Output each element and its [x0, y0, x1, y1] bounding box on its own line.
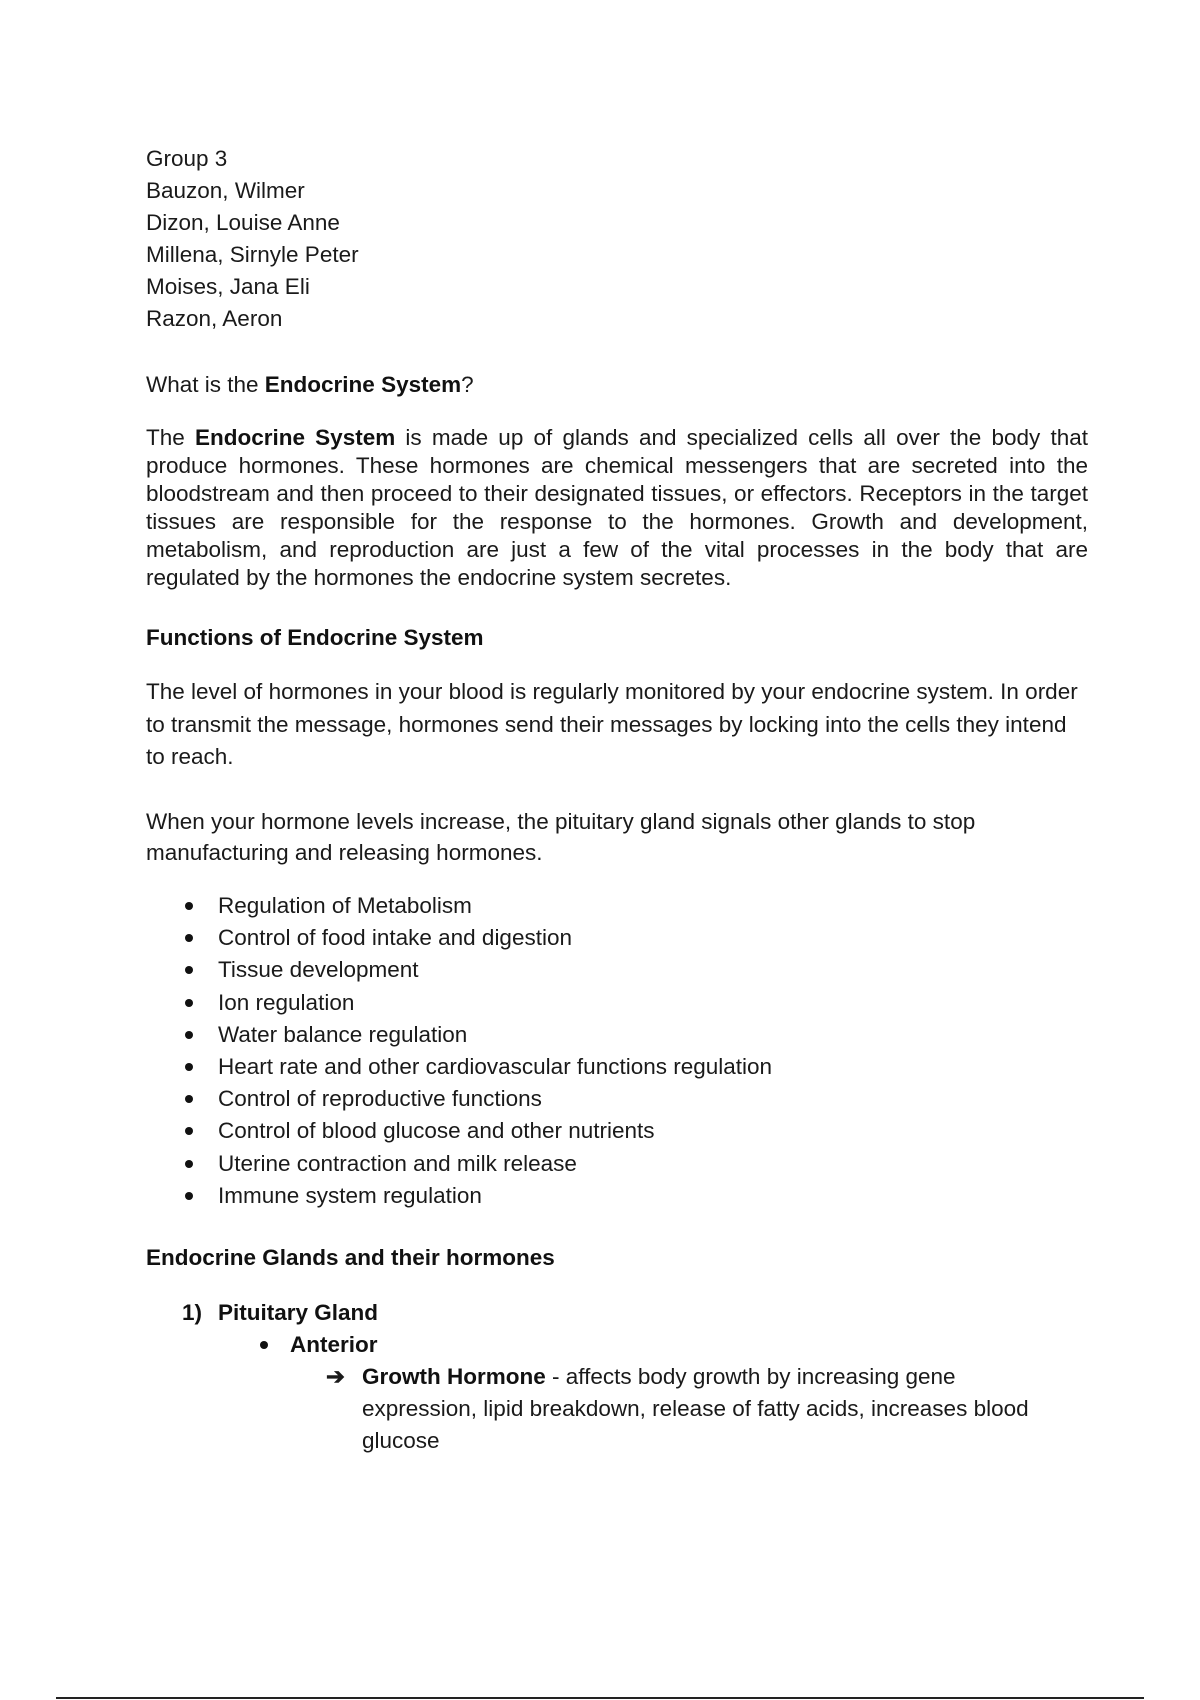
member-name: Dizon, Louise Anne: [146, 210, 340, 235]
intro-prefix: The: [146, 424, 195, 450]
pituitary-gland-label: Pituitary Gland: [218, 1299, 379, 1325]
list-item-text: Control of reproductive functions: [218, 1086, 542, 1112]
list-item: [182, 1180, 1088, 1212]
arrow-icon: ➔: [326, 1363, 345, 1389]
list-item: [182, 987, 1088, 1019]
bullet-icon: [185, 1160, 193, 1168]
question-prefix: What is the: [146, 372, 265, 397]
list-item: [182, 1115, 1088, 1147]
list-item-text: Control of blood glucose and other nutrients: [218, 1118, 655, 1144]
bullet-icon: [185, 934, 193, 942]
list-item: [182, 1083, 1088, 1115]
functions-list: [146, 890, 1088, 1212]
list-item-text: Heart rate and other cardiovascular functions regulation: [218, 1054, 773, 1080]
list-item: [182, 1019, 1088, 1051]
list-item-text: Uterine contraction and milk release: [218, 1150, 577, 1176]
functions-heading: Functions of Endocrine System: [146, 624, 484, 650]
intro-text: is made up of glands and specialized cells all over the body that produce hormones. These hormones are chemical messengers that are secreted into the bloodstream and then proceed to their designated tissues, or effectors. Receptors in the target tissues are responsible for the response to the hormones. Growth and development, metabolism, and reproduction are just a few of the vital processes in the body that are regulated by the hormones the endocrine system secretes.: [146, 424, 1088, 590]
anterior-item: [146, 1329, 1088, 1361]
list-item: [182, 954, 1088, 986]
growth-hormone-item: [146, 1361, 1062, 1457]
group-label: Group 3: [146, 146, 228, 171]
bullet-icon: [185, 1031, 193, 1039]
list-item-text: Immune system regulation: [218, 1182, 482, 1208]
list-item-text: Ion regulation: [218, 989, 355, 1015]
list-item: [182, 890, 1088, 922]
pituitary-gland-item: [146, 1297, 1088, 1329]
functions-paragraph-2: When your hormone levels increase, the pituitary gland signals other glands to stop manufacturing and releasing hormones.: [146, 808, 976, 865]
member-name: Bauzon, Wilmer: [146, 178, 305, 203]
list-item: [182, 922, 1088, 954]
list-item: [182, 1148, 1088, 1180]
member-name: Moises, Jana Eli: [146, 274, 310, 299]
list-item: [182, 1051, 1088, 1083]
intro-bold: Endocrine System: [194, 424, 396, 450]
bullet-icon: [185, 902, 193, 910]
page-bottom-divider: [56, 1697, 1144, 1699]
list-item-text: Water balance regulation: [218, 1021, 468, 1047]
question-heading: [146, 369, 1088, 401]
growth-hormone-name: Growth Hormone: [362, 1363, 546, 1389]
growth-hormone-description: - affects body growth by increasing gene expression, lipid breakdown, release of fatty acids, increases blood glucose: [362, 1363, 1029, 1453]
member-name: Razon, Aeron: [146, 306, 283, 331]
list-item-text: Control of food intake and digestion: [218, 925, 572, 951]
bullet-icon: [185, 966, 193, 974]
list-item-text: Tissue development: [218, 957, 419, 983]
bullet-icon: [260, 1341, 268, 1349]
bullet-icon: [185, 1063, 193, 1071]
member-name: Millena, Sirnyle Peter: [146, 242, 359, 267]
bullet-icon: [185, 1127, 193, 1135]
anterior-label: Anterior: [290, 1331, 378, 1357]
question-suffix: ?: [461, 372, 474, 397]
glands-heading: Endocrine Glands and their hormones: [146, 1245, 555, 1271]
bullet-icon: [185, 999, 193, 1007]
item-number: 1): [182, 1299, 203, 1325]
intro-paragraph: [146, 424, 1088, 592]
question-bold: Endocrine System: [264, 372, 462, 397]
document-page: [146, 143, 1088, 1457]
functions-paragraph-1: The level of hormones in your blood is regularly monitored by your endocrine system. In order to transmit the message, hormones send their messages by locking into the cells they intend to reach.: [146, 679, 1078, 769]
list-item-text: Regulation of Metabolism: [218, 893, 472, 918]
bullet-icon: [185, 1192, 193, 1200]
group-members: [146, 143, 1088, 335]
bullet-icon: [185, 1095, 193, 1103]
